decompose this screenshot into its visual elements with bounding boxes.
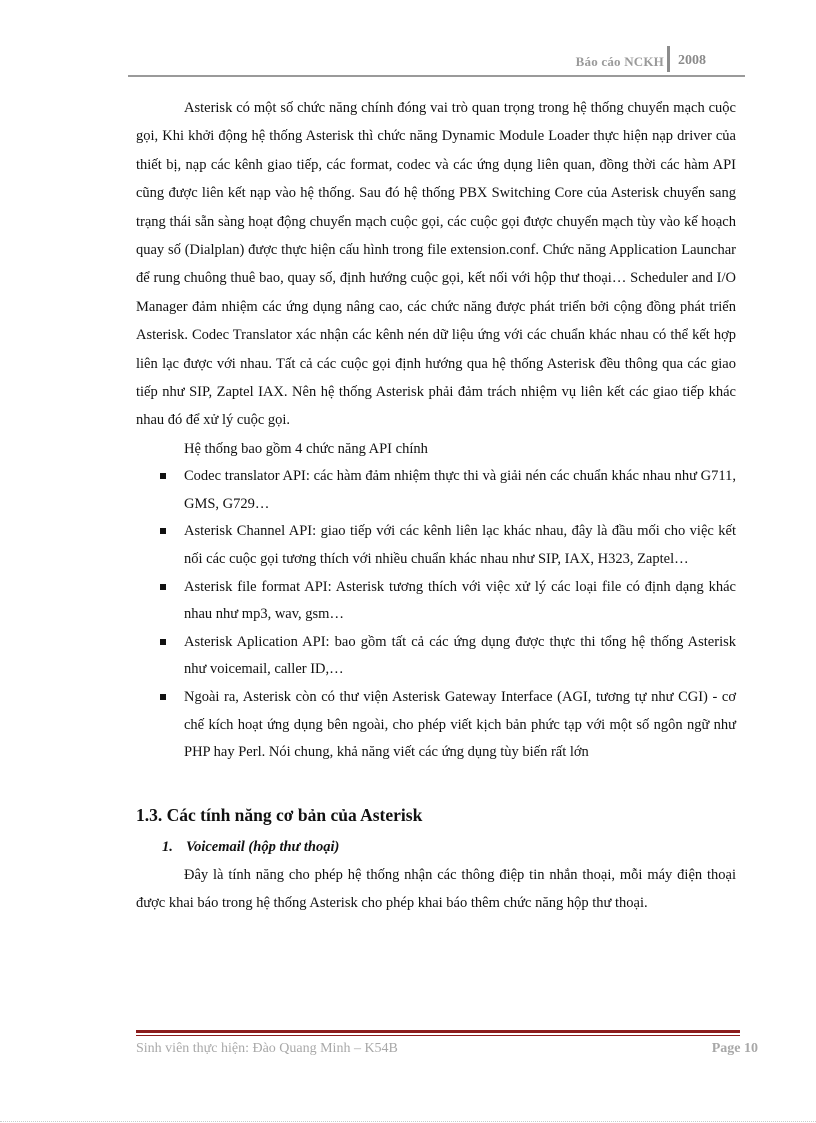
header-year: 2008 — [678, 53, 706, 68]
page-body — [136, 94, 736, 918]
list-item — [136, 629, 736, 684]
list-item-text: Ngoài ra, Asterisk còn có thư viện Asterisk Gateway Interface (AGI, tương tự như CGI) - cơ chế kích hoạt ứng dụng bên ngoài, cho phép viết kịch bản phức tạp với một số ngôn ngữ như PHP hay Perl. Nói chung, khả năng viết các ứng dụng tùy biến rất lớn — [184, 689, 736, 761]
page-header — [0, 46, 816, 76]
square-bullet-icon — [160, 694, 166, 700]
list-item-text: Asterisk file format API: Asterisk tương thích với việc xử lý các loại file có định dạng khác nhau như mp3, wav, gsm… — [184, 578, 736, 623]
header-separator — [667, 46, 670, 72]
list-item — [136, 463, 736, 518]
square-bullet-icon — [160, 473, 166, 479]
square-bullet-icon — [160, 639, 166, 645]
page-edge-divider — [0, 1121, 816, 1122]
list-item — [136, 684, 736, 767]
footer-rule-thin — [136, 1035, 740, 1036]
square-bullet-icon — [160, 584, 166, 590]
footer-author: Sinh viên thực hiện: Đào Quang Minh – K54B — [136, 1041, 398, 1056]
section-heading: 1.3. Các tính năng cơ bản của Asterisk — [136, 804, 423, 825]
list-item-text: Asterisk Channel API: giao tiếp với các kênh liên lạc khác nhau, đây là đầu mối cho việc kết nối các cuộc gọi tương thích với nhiều chuẩn khác nhau như SIP, IAX, H323, Zaptel… — [184, 523, 736, 568]
list-item-text: Codec translator API: các hàm đảm nhiệm thực thi và giải nén các chuẩn khác nhau như G711, GMS, G729… — [184, 468, 736, 512]
subsection-heading — [162, 833, 736, 861]
footer-page-number: Page 10 — [711, 1041, 758, 1056]
list-item — [136, 518, 736, 573]
list-item — [136, 574, 736, 629]
list-item-text: Asterisk Aplication API: bao gồm tất cả các ứng dụng được thực thi tổng hệ thống Asterisk như voicemail, caller ID,… — [184, 633, 736, 678]
subsection-title: Voicemail (hộp thư thoại) — [186, 838, 340, 855]
api-list — [136, 463, 736, 767]
api-intro: Hệ thống bao gồm 4 chức năng API chính — [184, 440, 428, 457]
intro-paragraph: Asterisk có một số chức năng chính đóng vai trò quan trọng trong hệ thống chuyển mạch cuộc gọi, Khi khởi động hệ thống Asterisk thì chức năng Dynamic Module Loader thực hiện nạp driver của thiết bị, nạp các kênh giao tiếp, các format, codec và các ứng dụng liên quan, đồng thời các hàm API cũng được liên kết nạp vào hệ thống. Sau đó hệ thống PBX Switching Core của Asterisk chuyển sang trạng thái sẵn sàng hoạt động chuyển mạch cuộc gọi, các cuộc gọi được chuyển mạch tùy vào kế hoạch quay số (Dialplan) được thực hiện cấu hình trong file extension.conf. Chức năng Application Launchar để rung chuông thuê bao, quay số, định hướng cuộc gọi, kết nối với hộp thư thoại… Scheduler and I/O Manager đảm nhiệm các ứng dụng nâng cao, các chức năng được phát triển bởi cộng đồng phát triển Asterisk. Codec Translator xác nhận các kênh nén dữ liệu ứng với các chuẩn khác nhau có thể kết hợp liên lạc được với nhau. Tất cả các cuộc gọi định hướng qua hệ thống Asterisk đều thông qua các giao tiếp như SIP, Zaptel IAX. Nên hệ thống Asterisk phải đảm trách nhiệm vụ liên kết các giao tiếp khác nhau đó để xử lý cuộc gọi. — [136, 100, 736, 429]
subsection-number: 1. — [162, 838, 173, 855]
header-rule — [128, 75, 745, 77]
section-paragraph: Đây là tính năng cho phép hệ thống nhận các thông điệp tin nhắn thoại, mỗi máy điện thoại được khai báo trong hệ thống Asterisk cho phép khai báo thêm chức năng hộp thư thoại. — [136, 866, 736, 912]
header-title: Báo cáo NCKH — [575, 54, 664, 69]
footer-rule-thick — [136, 1030, 740, 1033]
square-bullet-icon — [160, 528, 166, 534]
